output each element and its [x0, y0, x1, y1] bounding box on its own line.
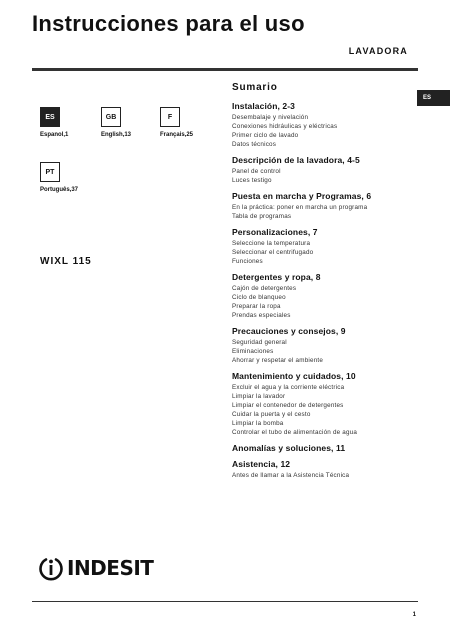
language-code-box: ES — [40, 107, 60, 127]
toc-section-heading[interactable]: Personalizaciones, 7 — [232, 227, 318, 237]
toc-section-item: Panel de control — [232, 168, 281, 175]
language-code-box: F — [160, 107, 180, 127]
model-name: WIXL 115 — [40, 256, 92, 267]
toc-section-item: Eliminaciones — [232, 348, 274, 355]
toc-section-item: Limpiar la lavador — [232, 393, 286, 400]
brand-logo — [38, 555, 153, 581]
toc-section-item: Seguridad general — [232, 339, 287, 346]
language-pt[interactable] — [40, 162, 78, 193]
toc-section-heading[interactable]: Detergentes y ropa, 8 — [232, 272, 321, 282]
toc-section-item: Seleccione la temperatura — [232, 240, 311, 247]
toc-section-item: Conexiones hidráulicas y eléctricas — [232, 123, 338, 130]
power-i-icon — [38, 555, 64, 581]
toc-section — [232, 443, 432, 453]
toc-section-item: En la práctica: poner en marcha un programa — [232, 204, 368, 211]
toc-section-heading[interactable]: Instalación, 2-3 — [232, 101, 296, 111]
toc-section-heading[interactable]: Asistencia, 12 — [232, 459, 291, 469]
toc-section-heading[interactable]: Mantenimiento y cuidados, 10 — [232, 371, 356, 381]
toc-section-item: Ahorrar y respetar el ambiente — [232, 357, 324, 364]
language-fr[interactable] — [160, 107, 193, 138]
toc-section — [232, 191, 432, 221]
brand-name: INDESIT — [67, 556, 154, 580]
language-label: Português,37 — [40, 187, 79, 193]
language-label: Français,25 — [160, 132, 194, 138]
toc-section-item: Seleccionar el centrifugado — [232, 249, 314, 256]
toc-section-heading[interactable]: Puesta en marcha y Programas, 6 — [232, 191, 372, 201]
toc-section-item: Limpiar la bomba — [232, 420, 284, 427]
footer-rule — [32, 601, 418, 602]
language-code-box: GB — [101, 107, 121, 127]
toc-section-item: Funciones — [232, 258, 263, 265]
toc-section — [232, 155, 432, 185]
toc-section-item: Cajón de detergentes — [232, 285, 297, 292]
language-side-tab: ES — [417, 90, 450, 106]
table-of-contents — [232, 82, 432, 486]
document-title: Instrucciones para el uso — [32, 11, 305, 36]
toc-section-heading[interactable]: Precauciones y consejos, 9 — [232, 326, 346, 336]
toc-section-item: Controlar el tubo de alimentación de agua — [232, 429, 358, 436]
toc-section — [232, 227, 432, 266]
document-subtitle: LAVADORA — [348, 46, 408, 56]
toc-section-heading[interactable]: Descripción de la lavadora, 4-5 — [232, 155, 360, 165]
toc-section — [232, 326, 432, 365]
language-label: Espanol,1 — [40, 132, 69, 138]
toc-section-item: Cuidar la puerta y el cesto — [232, 411, 311, 418]
toc-section — [232, 272, 432, 320]
toc-section — [232, 371, 432, 437]
toc-section-item: Tabla de programas — [232, 213, 292, 220]
language-label: English,13 — [101, 132, 132, 138]
toc-section-item: Limpiar el contenedor de detergentes — [232, 402, 344, 409]
toc-section-item: Primer ciclo de lavado — [232, 132, 299, 139]
toc-section-item: Luces testigo — [232, 177, 272, 184]
header-rule — [32, 68, 418, 71]
toc-section-item: Antes de llamar a la Asistencia Técnica — [232, 472, 350, 479]
toc-section-item: Preparar la ropa — [232, 303, 281, 310]
language-gb[interactable] — [101, 107, 131, 138]
toc-section — [232, 459, 432, 480]
toc-section-heading[interactable]: Anomalías y soluciones, 11 — [232, 443, 346, 453]
toc-title: Sumario — [232, 82, 278, 93]
toc-section-item: Prendas especiales — [232, 312, 291, 319]
toc-section-item: Desembalaje y nivelación — [232, 114, 309, 121]
toc-section — [232, 101, 432, 149]
page-number: 1 — [412, 612, 416, 618]
toc-section-item: Excluir el agua y la corriente eléctrica — [232, 384, 345, 391]
language-es[interactable] — [40, 107, 68, 138]
toc-section-item: Ciclo de blanqueo — [232, 294, 286, 301]
language-code-box: PT — [40, 162, 60, 182]
toc-section-item: Datos técnicos — [232, 141, 277, 148]
